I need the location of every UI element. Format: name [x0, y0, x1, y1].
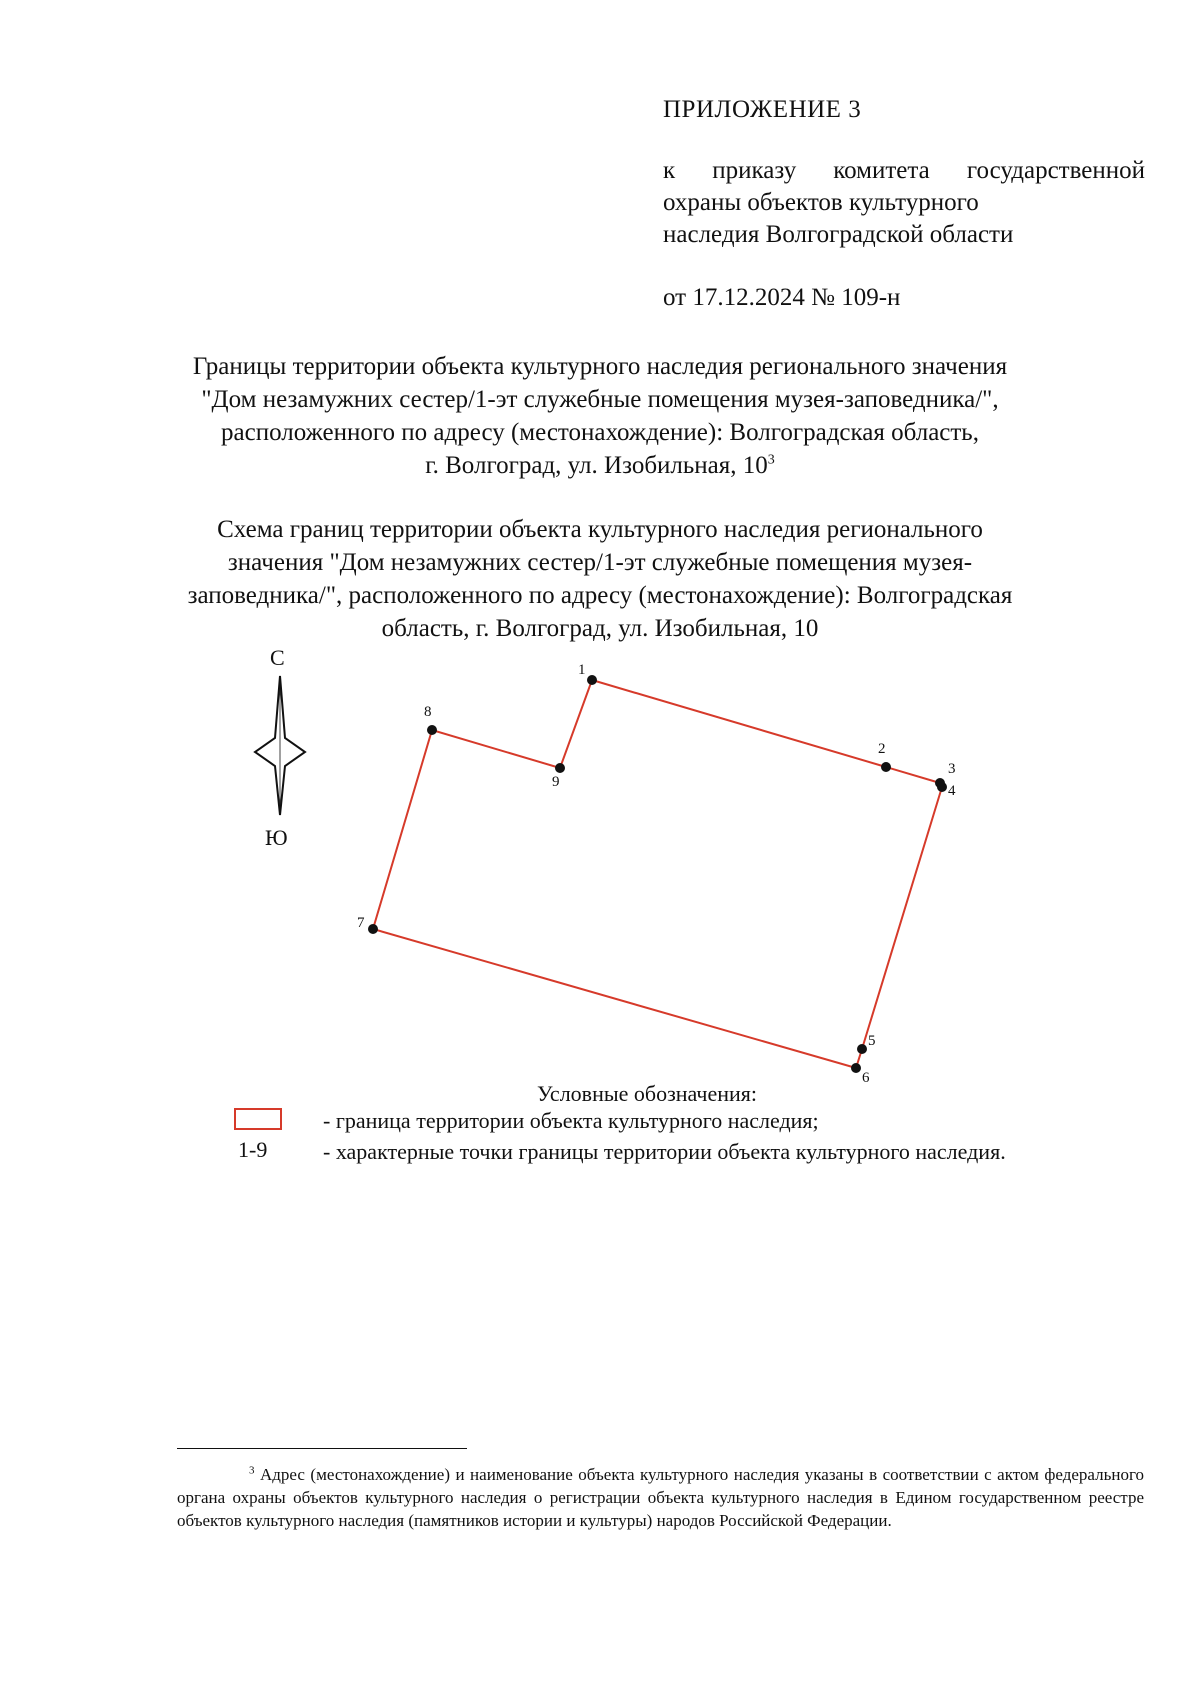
- boundary-point: [587, 675, 597, 685]
- footnote-marker[interactable]: 3: [767, 452, 775, 468]
- scheme-title-line: область, г. Волгоград, ул. Изобильная, 10: [381, 615, 819, 642]
- boundary-point: [555, 763, 565, 773]
- boundary-point-label: 4: [948, 783, 956, 799]
- appendix-date: от 17.12.2024 № 109-н: [663, 284, 901, 311]
- boundary-point-label: 1: [578, 662, 586, 678]
- legend-boundary-swatch: [234, 1108, 282, 1130]
- boundary-point-label: 7: [357, 915, 365, 931]
- appendix-ref-line: охраны объектов культурного: [663, 189, 979, 216]
- boundary-point-label: 9: [552, 774, 560, 790]
- boundary-point: [368, 924, 378, 934]
- footnote: [177, 1463, 1144, 1532]
- scheme-title-line: значения "Дом незамужних сестер/1-эт служебные помещения музея-: [227, 549, 973, 576]
- boundary-point-label: 6: [862, 1070, 870, 1086]
- legend-boundary-text: - граница территории объекта культурного наследия;: [323, 1108, 819, 1133]
- heading-line: расположенного по адресу (местонахождение): Волгоградская область,: [221, 419, 979, 446]
- boundary-point: [857, 1044, 867, 1054]
- footnote-mark: 3: [249, 1464, 255, 1477]
- footnote-text: Адрес (местонахождение) и наименование объекта культурного наследия указаны в соответствии с актом федерального органа охраны объектов культурного наследия о регистрации объекта культурного наследия в Едином государственном реестре объектов культурного наследия (памятников истории и культуры) народов Российской Федерации.: [177, 1465, 1144, 1530]
- footnote-divider: [177, 1448, 467, 1449]
- boundary-point: [937, 782, 947, 792]
- compass-north-label: С: [270, 645, 285, 670]
- boundary-point-label: 8: [424, 704, 432, 720]
- appendix-ref-line: наследия Волгоградской области: [663, 221, 1014, 248]
- footnote-body: [177, 1463, 1144, 1532]
- boundary-point: [851, 1063, 861, 1073]
- legend-points-text: - характерные точки границы территории объекта культурного наследия.: [323, 1139, 1006, 1164]
- compass-south-label: Ю: [265, 825, 288, 850]
- heading-line: "Дом незамужних сестер/1-эт служебные помещения музея-заповедника/",: [201, 386, 999, 413]
- boundary-point-label: 3: [948, 761, 956, 777]
- appendix-title: ПРИЛОЖЕНИЕ 3: [663, 96, 862, 123]
- scheme-title-line: заповедника/", расположенного по адресу (местонахождение): Волгоградская: [187, 582, 1013, 609]
- legend-title: Условные обозначения:: [537, 1081, 758, 1106]
- boundary-point: [427, 725, 437, 735]
- appendix-ref-line: к приказу комитета государственной: [663, 157, 1145, 184]
- boundary-point: [881, 762, 891, 772]
- territory-boundary: [373, 680, 942, 1068]
- heading-address: г. Волгоград, ул. Изобильная, 10: [425, 452, 768, 479]
- legend-points-key: 1-9: [238, 1137, 268, 1162]
- boundary-point-label: 5: [868, 1033, 876, 1049]
- heading-line: Границы территории объекта культурного наследия регионального значения: [192, 353, 1008, 380]
- boundary-point-label: 2: [878, 741, 886, 757]
- scheme-title-line: Схема границ территории объекта культурного наследия регионального: [217, 516, 983, 543]
